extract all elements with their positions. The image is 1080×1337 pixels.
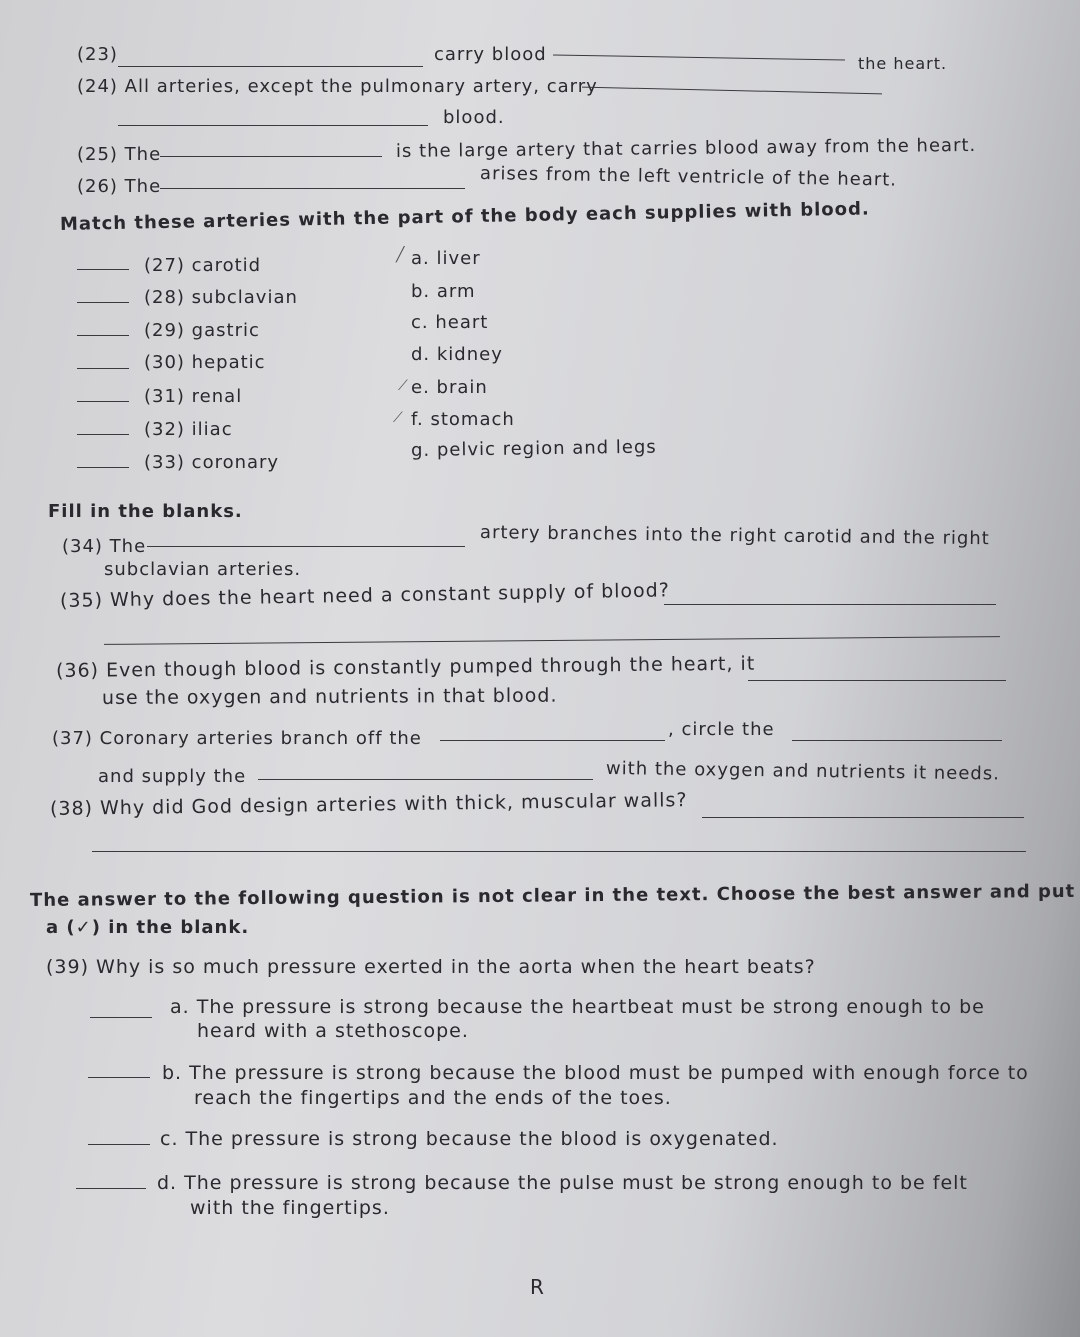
q35-answer-line[interactable] (104, 636, 1000, 645)
match-right-e: e. brain (411, 377, 488, 398)
q39-option-a-line1: a. The pressure is strong because the heartbeat must be strong enough to be (170, 996, 985, 1018)
match-blank-31[interactable] (77, 401, 129, 402)
q23-blank-2[interactable] (553, 54, 845, 60)
pencil-checkmark-icon: ╱ (396, 247, 405, 263)
q39-option-b-line1: b. The pressure is strong because the blood must be pumped with enough force to (162, 1062, 1029, 1084)
match-left-30: (30) hepatic (144, 352, 266, 373)
q39-blank-b[interactable] (88, 1077, 150, 1078)
q23-end-text: the heart. (858, 54, 948, 73)
q34-blank[interactable] (147, 546, 465, 547)
match-right-c: c. heart (411, 312, 489, 333)
q37-line2-end: with the oxygen and nutrients it needs. (605, 758, 1001, 785)
match-blank-29[interactable] (77, 335, 129, 336)
q26-start: (26) The (77, 176, 162, 197)
fill-heading: Fill in the blanks. (48, 501, 243, 522)
q24-line1: (24) All arteries, except the pulmonary artery, carry (77, 76, 598, 97)
match-right-f: f. stomach (411, 409, 515, 430)
q35-question: (35) Why does the heart need a constant supply of blood? (59, 579, 671, 612)
q38-answer-line[interactable] (92, 851, 1026, 852)
q26-blank[interactable] (160, 188, 465, 189)
match-left-27: (27) carotid (144, 255, 262, 276)
q39-option-d-line1: d. The pressure is strong because the pulse must be strong enough to be felt (157, 1172, 968, 1194)
q34-line2: subclavian arteries. (104, 559, 302, 580)
footer-letter: R (530, 1275, 545, 1299)
q39-question: (39) Why is so much pressure exerted in the aorta when the heart beats? (46, 956, 816, 978)
q23-number: (23) (77, 44, 118, 65)
q37-blank-1[interactable] (440, 740, 665, 741)
q39-option-c-line1: c. The pressure is strong because the blood is oxygenated. (160, 1128, 779, 1150)
match-left-32: (32) iliac (144, 419, 233, 440)
q39-blank-a[interactable] (90, 1017, 152, 1018)
q39-option-a-line2: heard with a stethoscope. (197, 1020, 469, 1042)
match-blank-27[interactable] (77, 269, 129, 270)
q25-end: is the large artery that carries blood away from the heart. (395, 134, 977, 162)
q24-blank-line2[interactable] (118, 125, 428, 126)
choose-heading-line2: a (✓) in the blank. (46, 917, 250, 938)
q36-blank[interactable] (748, 680, 1006, 681)
q36-line1: (36) Even though blood is constantly pumped through the heart, it (55, 652, 756, 682)
q25-start: (25) The (77, 144, 162, 165)
match-right-g: g. pelvic region and legs (410, 436, 657, 461)
q35-blank[interactable] (664, 604, 996, 605)
q39-option-d-line2: with the fingertips. (190, 1197, 390, 1219)
q26-end: arises from the left ventricle of the heart. (479, 163, 898, 191)
q37-blank-3[interactable] (258, 779, 593, 780)
match-heading: Match these arteries with the part of the body each supplies with blood. (59, 198, 870, 235)
match-left-31: (31) renal (144, 386, 243, 407)
q25-blank[interactable] (160, 156, 382, 157)
match-blank-32[interactable] (77, 434, 129, 435)
q23-middle-text: carry blood (434, 44, 547, 65)
match-left-33: (33) coronary (144, 452, 280, 473)
match-right-a: a. liver (411, 248, 481, 269)
match-right-b: b. arm (411, 281, 476, 302)
q39-option-b-line2: reach the fingertips and the ends of the toes. (194, 1087, 672, 1109)
q36-line2: use the oxygen and nutrients in that blood. (101, 684, 558, 709)
match-right-d: d. kidney (411, 344, 503, 365)
pencil-checkmark-icon: ⟋ (398, 378, 408, 394)
match-blank-33[interactable] (77, 467, 129, 468)
q24-line2: blood. (443, 107, 505, 128)
q23-blank-1[interactable] (118, 66, 423, 67)
match-left-28: (28) subclavian (144, 287, 298, 308)
match-blank-28[interactable] (77, 302, 129, 303)
q34-end: artery branches into the right carotid and the right (479, 522, 990, 550)
q37-mid: , circle the (668, 719, 775, 740)
q39-blank-c[interactable] (88, 1144, 150, 1145)
q38-blank[interactable] (702, 817, 1024, 818)
q34-start: (34) The (62, 536, 147, 557)
q37-start: (37) Coronary arteries branch off the (52, 728, 422, 749)
match-blank-30[interactable] (77, 368, 129, 369)
choose-heading-line1: The answer to the following question is not clear in the text. Choose the best answer and put (29, 880, 1076, 911)
q39-blank-d[interactable] (76, 1188, 146, 1189)
q24-blank[interactable] (582, 87, 882, 95)
match-left-29: (29) gastric (144, 320, 260, 341)
q38-question: (38) Why did God design arteries with thick, muscular walls? (49, 789, 688, 820)
q37-blank-2[interactable] (792, 740, 1002, 741)
pencil-checkmark-icon: ⟋ (393, 410, 403, 426)
q37-line2-start: and supply the (98, 766, 247, 787)
